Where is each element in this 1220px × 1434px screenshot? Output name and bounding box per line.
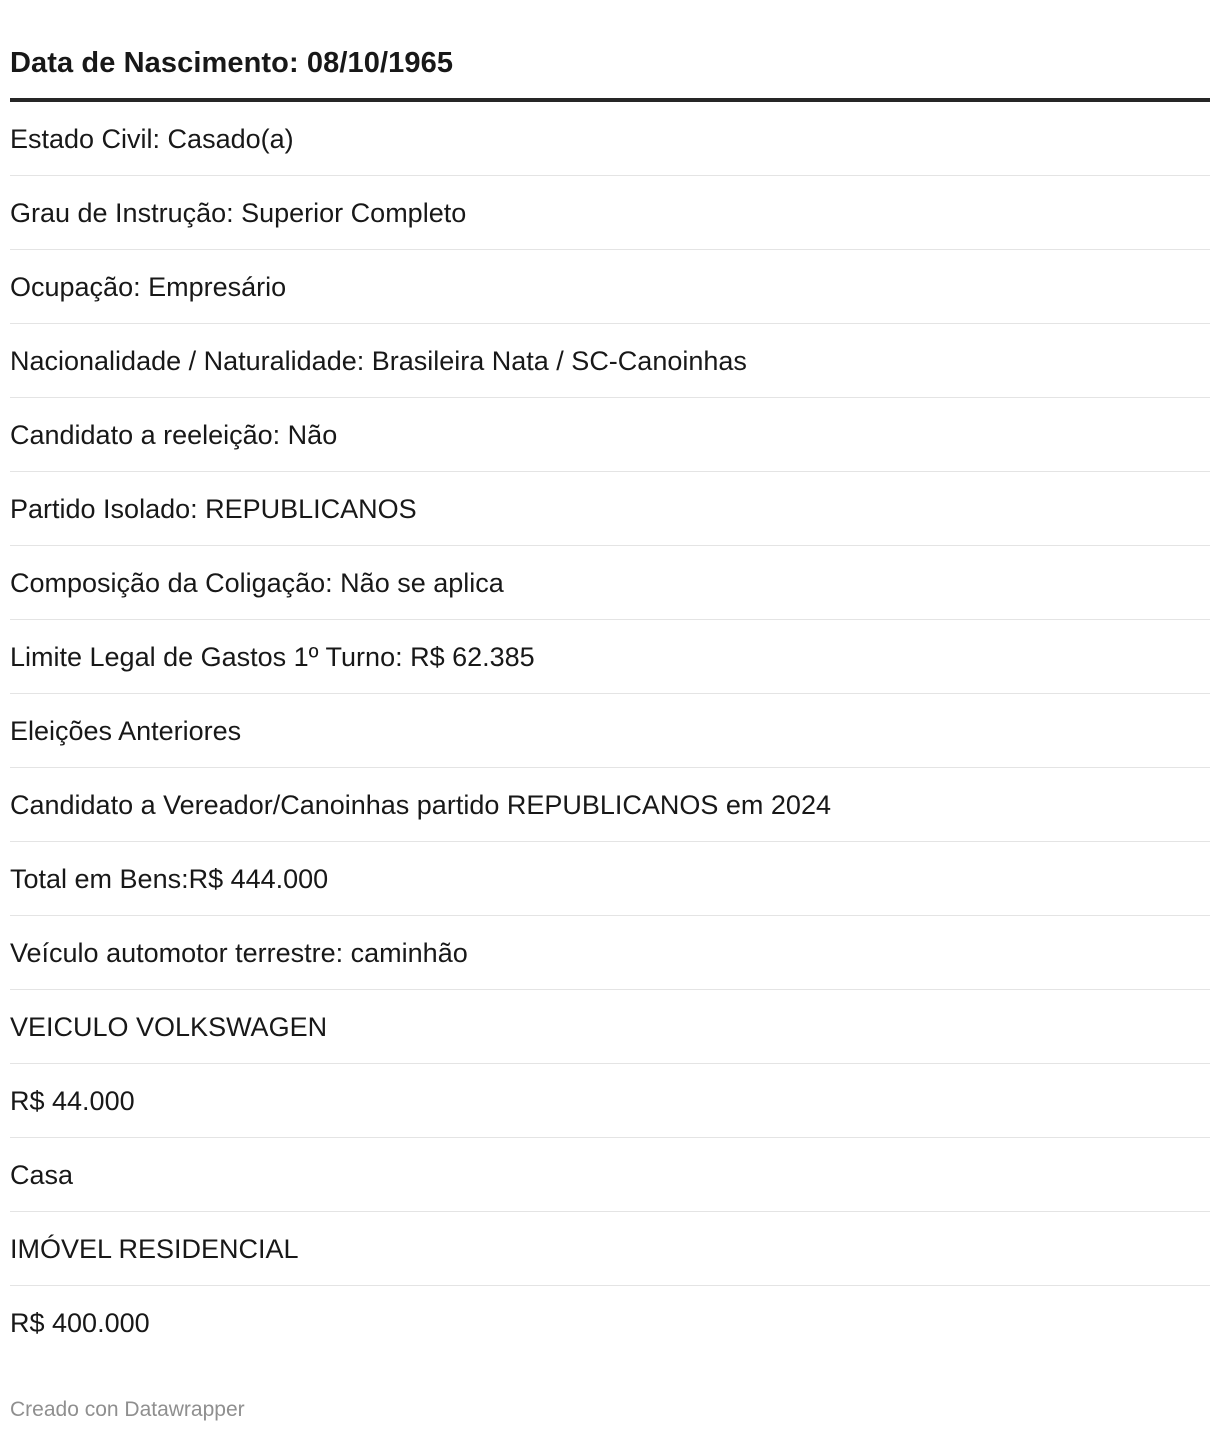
table-row: R$ 400.000: [10, 1307, 150, 1338]
table-row: Candidato a reeleição: Não: [10, 398, 1210, 472]
table-row: Eleições Anteriores: [10, 694, 1210, 768]
table-header-title: Data de Nascimento: 08/10/1965: [10, 47, 454, 79]
table-row: IMÓVEL RESIDENCIAL: [10, 1212, 1210, 1286]
table-row: VEICULO VOLKSWAGEN: [10, 990, 1210, 1064]
table-row: Casa: [10, 1138, 1210, 1212]
table-row: Nacionalidade / Naturalidade: Brasileira Nata / SC-Canoinhas: [10, 324, 1210, 398]
table-row: R$ 44.000: [10, 1064, 1210, 1138]
table-body: [10, 102, 1210, 1359]
datawrapper-credit[interactable]: Creado con Datawrapper: [10, 1398, 245, 1421]
table-row: Ocupação: Empresário: [10, 250, 1210, 324]
datawrapper-table: [10, 0, 1210, 1359]
table-row: Candidato a Vereador/Canoinhas partido REPUBLICANOS em 2024: [10, 768, 1210, 842]
table-row: Total em Bens:R$ 444.000: [10, 842, 1210, 916]
table-row: Veículo automotor terrestre: caminhão: [10, 916, 1210, 990]
table-row: Partido Isolado: REPUBLICANOS: [10, 472, 1210, 546]
table-header: [10, 0, 1210, 102]
table-row: Estado Civil: Casado(a): [10, 102, 1210, 176]
table-row: Limite Legal de Gastos 1º Turno: R$ 62.385: [10, 620, 1210, 694]
table-row: Grau de Instrução: Superior Completo: [10, 176, 1210, 250]
table-row: Composição da Coligação: Não se aplica: [10, 546, 1210, 620]
